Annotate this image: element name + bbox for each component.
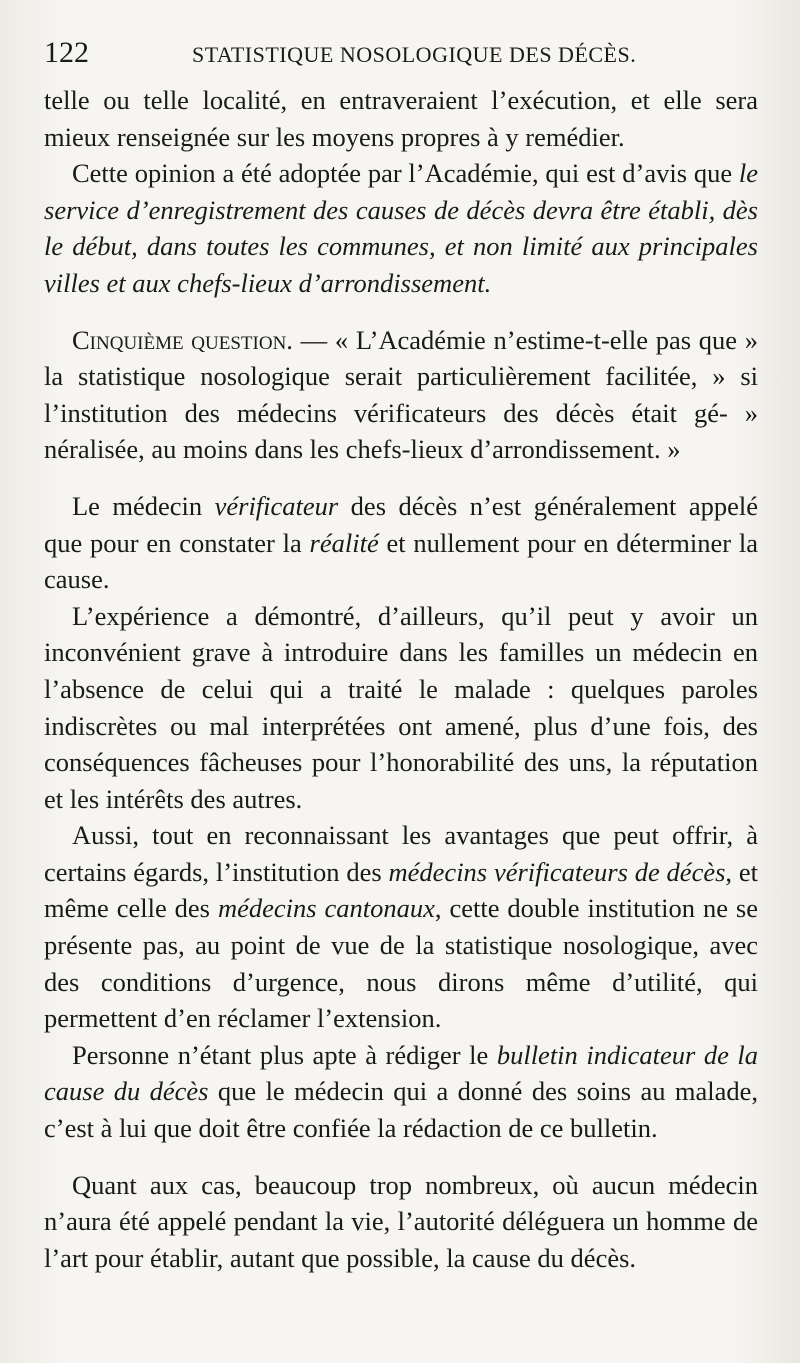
paragraph-4-a: Le médecin bbox=[72, 490, 215, 521]
paragraph-6 bbox=[44, 817, 758, 1037]
paragraph-1-text: telle ou telle localité, en entraveraient l’exécution, et elle sera mieux renseignée sur les moyens propres à y remédier. bbox=[44, 85, 758, 152]
paragraph-2-lead: Cette opinion a été adoptée par l’Académie, qui est d’avis que bbox=[72, 158, 739, 189]
paragraph-6-d: médecins cantonaux bbox=[217, 893, 435, 924]
body-text bbox=[44, 82, 758, 1276]
paragraph-4-d: réalité bbox=[309, 527, 379, 558]
paragraph-4-c: des décès n’est généralement appelé que pour en constater la bbox=[44, 490, 759, 558]
paragraph-7 bbox=[44, 1037, 758, 1147]
paragraph-6-e: , cette double institution ne se présente pas, au point de vue de la statistique nosologique, avec des conditions d’urgence, nous dirons même d’utilité, qui permettent d’en réclamer l’extension. bbox=[44, 893, 758, 1034]
question-label: Cinquième question. bbox=[72, 324, 293, 355]
paragraph-4-b: vérificateur bbox=[214, 490, 339, 521]
paragraph-6-b: médecins vérificateurs de décès bbox=[388, 856, 726, 887]
paragraph-5 bbox=[44, 598, 758, 818]
paragraph-8 bbox=[44, 1167, 758, 1277]
question-5 bbox=[44, 322, 758, 468]
question-text: — « L’Académie n’estime-t-elle pas que » la statistique nosologique serait particulièrement facilitée, » si l’institution des médecins vérificateurs des décès était gé- » néralisée, au moins dans les chefs-lieux d’arrondissement. » bbox=[44, 324, 759, 465]
paragraph-5-text: L’expérience a démontré, d’ailleurs, qu’il peut y avoir un inconvénient grave à introduire dans les familles un médecin en l’absence de celui qui a traité le malade : quelques paroles indiscrètes ou mal interprétées ont amené, plus d’une fois, des conséquences fâcheuses pour l’honorabilité des uns, la réputation et les intérêts des autres. bbox=[44, 600, 758, 814]
paragraph-7-a: Personne n’étant plus apte à rédiger le bbox=[72, 1039, 497, 1070]
paragraph-6-c: , et même celle des bbox=[44, 856, 759, 924]
paragraph-7-c: que le médecin qui a donné des soins au malade, c’est à lui que doit être confiée la rédaction de ce bulletin. bbox=[44, 1076, 759, 1144]
paragraph-4-e: et nullement pour en déterminer la cause. bbox=[44, 527, 758, 595]
page-number: 122 bbox=[44, 36, 89, 69]
paragraph-8-text: Quant aux cas, beaucoup trop nombreux, où aucun médecin n’aura été appelé pendant la vie, l’autorité déléguera un homme de l’art pour établir, autant que possible, la cause du décès. bbox=[44, 1169, 758, 1273]
paragraph-4 bbox=[44, 488, 758, 598]
paragraph-2-italic: le service d’enregistrement des causes de décès devra être établi, dès le début, dans toutes les communes, et non limité aux principales villes et aux chefs-lieux d’arrondissement. bbox=[44, 158, 758, 298]
paragraph-7-b: bulletin indicateur de la cause du décès bbox=[44, 1039, 758, 1107]
running-head bbox=[44, 36, 758, 76]
paragraph-1 bbox=[44, 82, 758, 155]
running-title: STATISTIQUE NOSOLOGIQUE DES DÉCÈS. bbox=[192, 42, 637, 67]
paragraph-6-a: Aussi, tout en reconnaissant les avantages que peut offrir, à certains égards, l’institution des bbox=[44, 820, 758, 887]
paragraph-2 bbox=[44, 155, 758, 301]
